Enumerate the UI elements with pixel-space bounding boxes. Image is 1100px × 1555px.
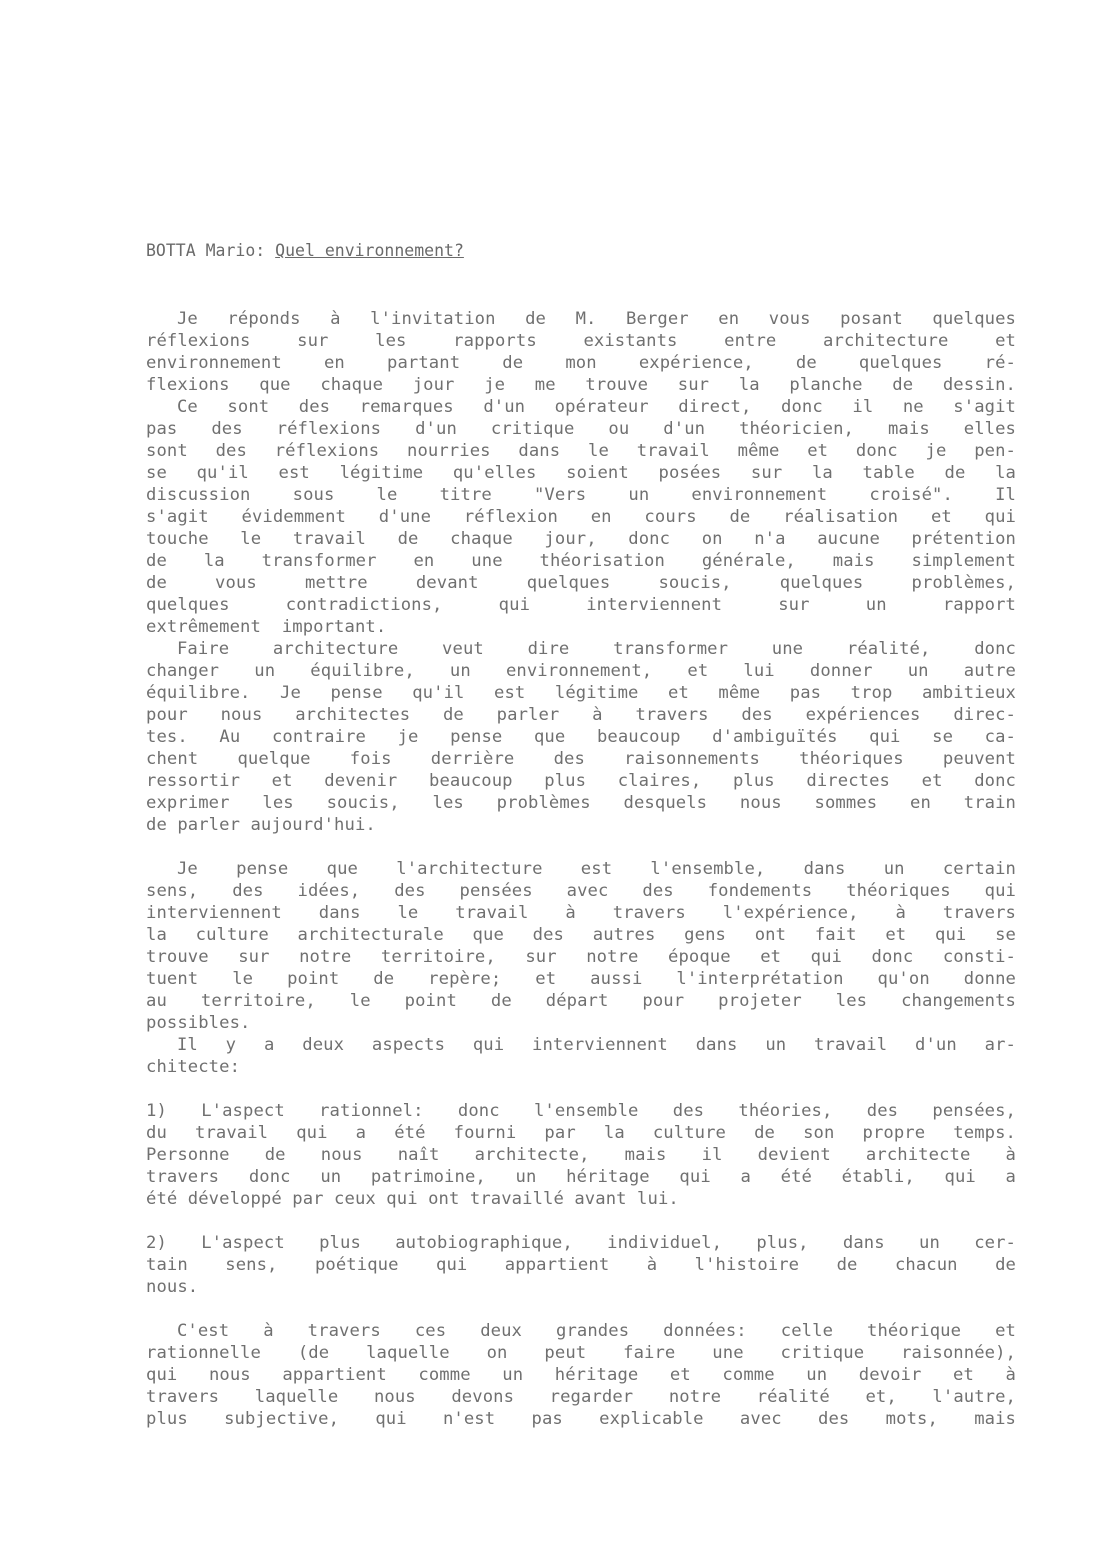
text-line: possibles. <box>146 1013 251 1033</box>
text-line: environnement en partant de mon expérience, de quelques ré- <box>146 353 1016 373</box>
blank-line <box>146 1078 1016 1100</box>
text-line: quelques contradictions, qui interviennent sur un rapport <box>146 595 1016 615</box>
text-line: Je réponds à l'invitation de M. Berger en vous posant quelques <box>176 309 1016 329</box>
text-line: de la transformer en une théorisation générale, mais simplement <box>146 551 1016 571</box>
text-line: changer un équilibre, un environnement, et lui donner un autre <box>146 661 1016 681</box>
text-line: chitecte: <box>146 1057 241 1077</box>
text-line: touche le travail de chaque jour, donc on n'a aucune prétention <box>146 529 1016 549</box>
text-line: extrêmement important. <box>146 617 387 637</box>
blank-line <box>146 1298 1016 1320</box>
blank-line <box>146 836 1016 858</box>
text-line: travers donc un patrimoine, un héritage qui a été établi, qui a <box>146 1167 1016 1187</box>
text-line: du travail qui a été fourni par la culture de son propre temps. <box>146 1123 1016 1143</box>
text-line: au territoire, le point de départ pour projeter les changements <box>146 991 1016 1011</box>
text-line: s'agit évidemment d'une réflexion en cours de réalisation et qui <box>146 507 1016 527</box>
text-line: 2) L'aspect plus autobiographique, individuel, plus, dans un cer- <box>146 1233 1016 1253</box>
document-heading <box>146 240 464 262</box>
text-line: C'est à travers ces deux grandes données: celle théorique et <box>176 1321 1016 1341</box>
blank-line <box>146 1210 1016 1232</box>
text-line: exprimer les soucis, les problèmes desquels nous sommes en train <box>146 793 1016 813</box>
text-line: nous. <box>146 1277 199 1297</box>
text-line: ressortir et devenir beaucoup plus claires, plus directes et donc <box>146 771 1016 791</box>
text-line: tain sens, poétique qui appartient à l'histoire de chacun de <box>146 1255 1016 1275</box>
text-line: Il y a deux aspects qui interviennent dans un travail d'un ar- <box>176 1035 1016 1055</box>
text-line: pour nous architectes de parler à travers des expériences direc- <box>146 705 1016 725</box>
text-line: Ce sont des remarques d'un opérateur direct, donc il ne s'agit <box>176 397 1016 417</box>
text-line: travers laquelle nous devons regarder notre réalité et, l'autre, <box>146 1387 1016 1407</box>
author-name: BOTTA Mario: <box>146 241 266 260</box>
document-title: Quel environnement? <box>275 241 464 260</box>
text-line: pas des réflexions d'un critique ou d'un théoricien, mais elles <box>146 419 1016 439</box>
text-line: 1) L'aspect rationnel: donc l'ensemble des théories, des pensées, <box>146 1101 1016 1121</box>
text-line: Faire architecture veut dire transformer une réalité, donc <box>176 639 1016 659</box>
text-line: de parler aujourd'hui. <box>146 815 376 835</box>
text-line: équilibre. Je pense qu'il est légitime et même pas trop ambitieux <box>146 683 1016 703</box>
text-line: plus subjective, qui n'est pas explicable avec des mots, mais <box>146 1409 1016 1429</box>
text-line: qui nous appartient comme un héritage et comme un devoir et à <box>146 1365 1016 1385</box>
text-line: se qu'il est légitime qu'elles soient posées sur la table de la <box>146 463 1016 483</box>
text-line: flexions que chaque jour je me trouve sur la planche de dessin. <box>146 375 1016 395</box>
text-line: sens, des idées, des pensées avec des fondements théoriques qui <box>146 881 1016 901</box>
text-line: de vous mettre devant quelques soucis, quelques problèmes, <box>146 573 1016 593</box>
text-line: interviennent dans le travail à travers l'expérience, à travers <box>146 903 1016 923</box>
text-line: la culture architecturale que des autres gens ont fait et qui se <box>146 925 1016 945</box>
text-line: été développé par ceux qui ont travaillé avant lui. <box>146 1189 679 1209</box>
document-body <box>146 308 1016 1430</box>
text-line: rationnelle (de laquelle on peut faire une critique raisonnée), <box>146 1343 1016 1363</box>
text-line: Personne de nous naît architecte, mais il devient architecte à <box>146 1145 1016 1165</box>
text-line: réflexions sur les rapports existants entre architecture et <box>146 331 1016 351</box>
text-line: trouve sur notre territoire, sur notre époque et qui donc consti- <box>146 947 1016 967</box>
text-line: Je pense que l'architecture est l'ensemble, dans un certain <box>176 859 1016 879</box>
text-line: tuent le point de repère; et aussi l'interprétation qu'on donne <box>146 969 1016 989</box>
text-line: discussion sous le titre "Vers un environnement croisé". Il <box>146 485 1016 505</box>
text-line: tes. Au contraire je pense que beaucoup d'ambiguïtés qui se ca- <box>146 727 1016 747</box>
text-line: sont des réflexions nourries dans le travail même et donc je pen- <box>146 441 1016 461</box>
text-line: chent quelque fois derrière des raisonnements théoriques peuvent <box>146 749 1016 769</box>
